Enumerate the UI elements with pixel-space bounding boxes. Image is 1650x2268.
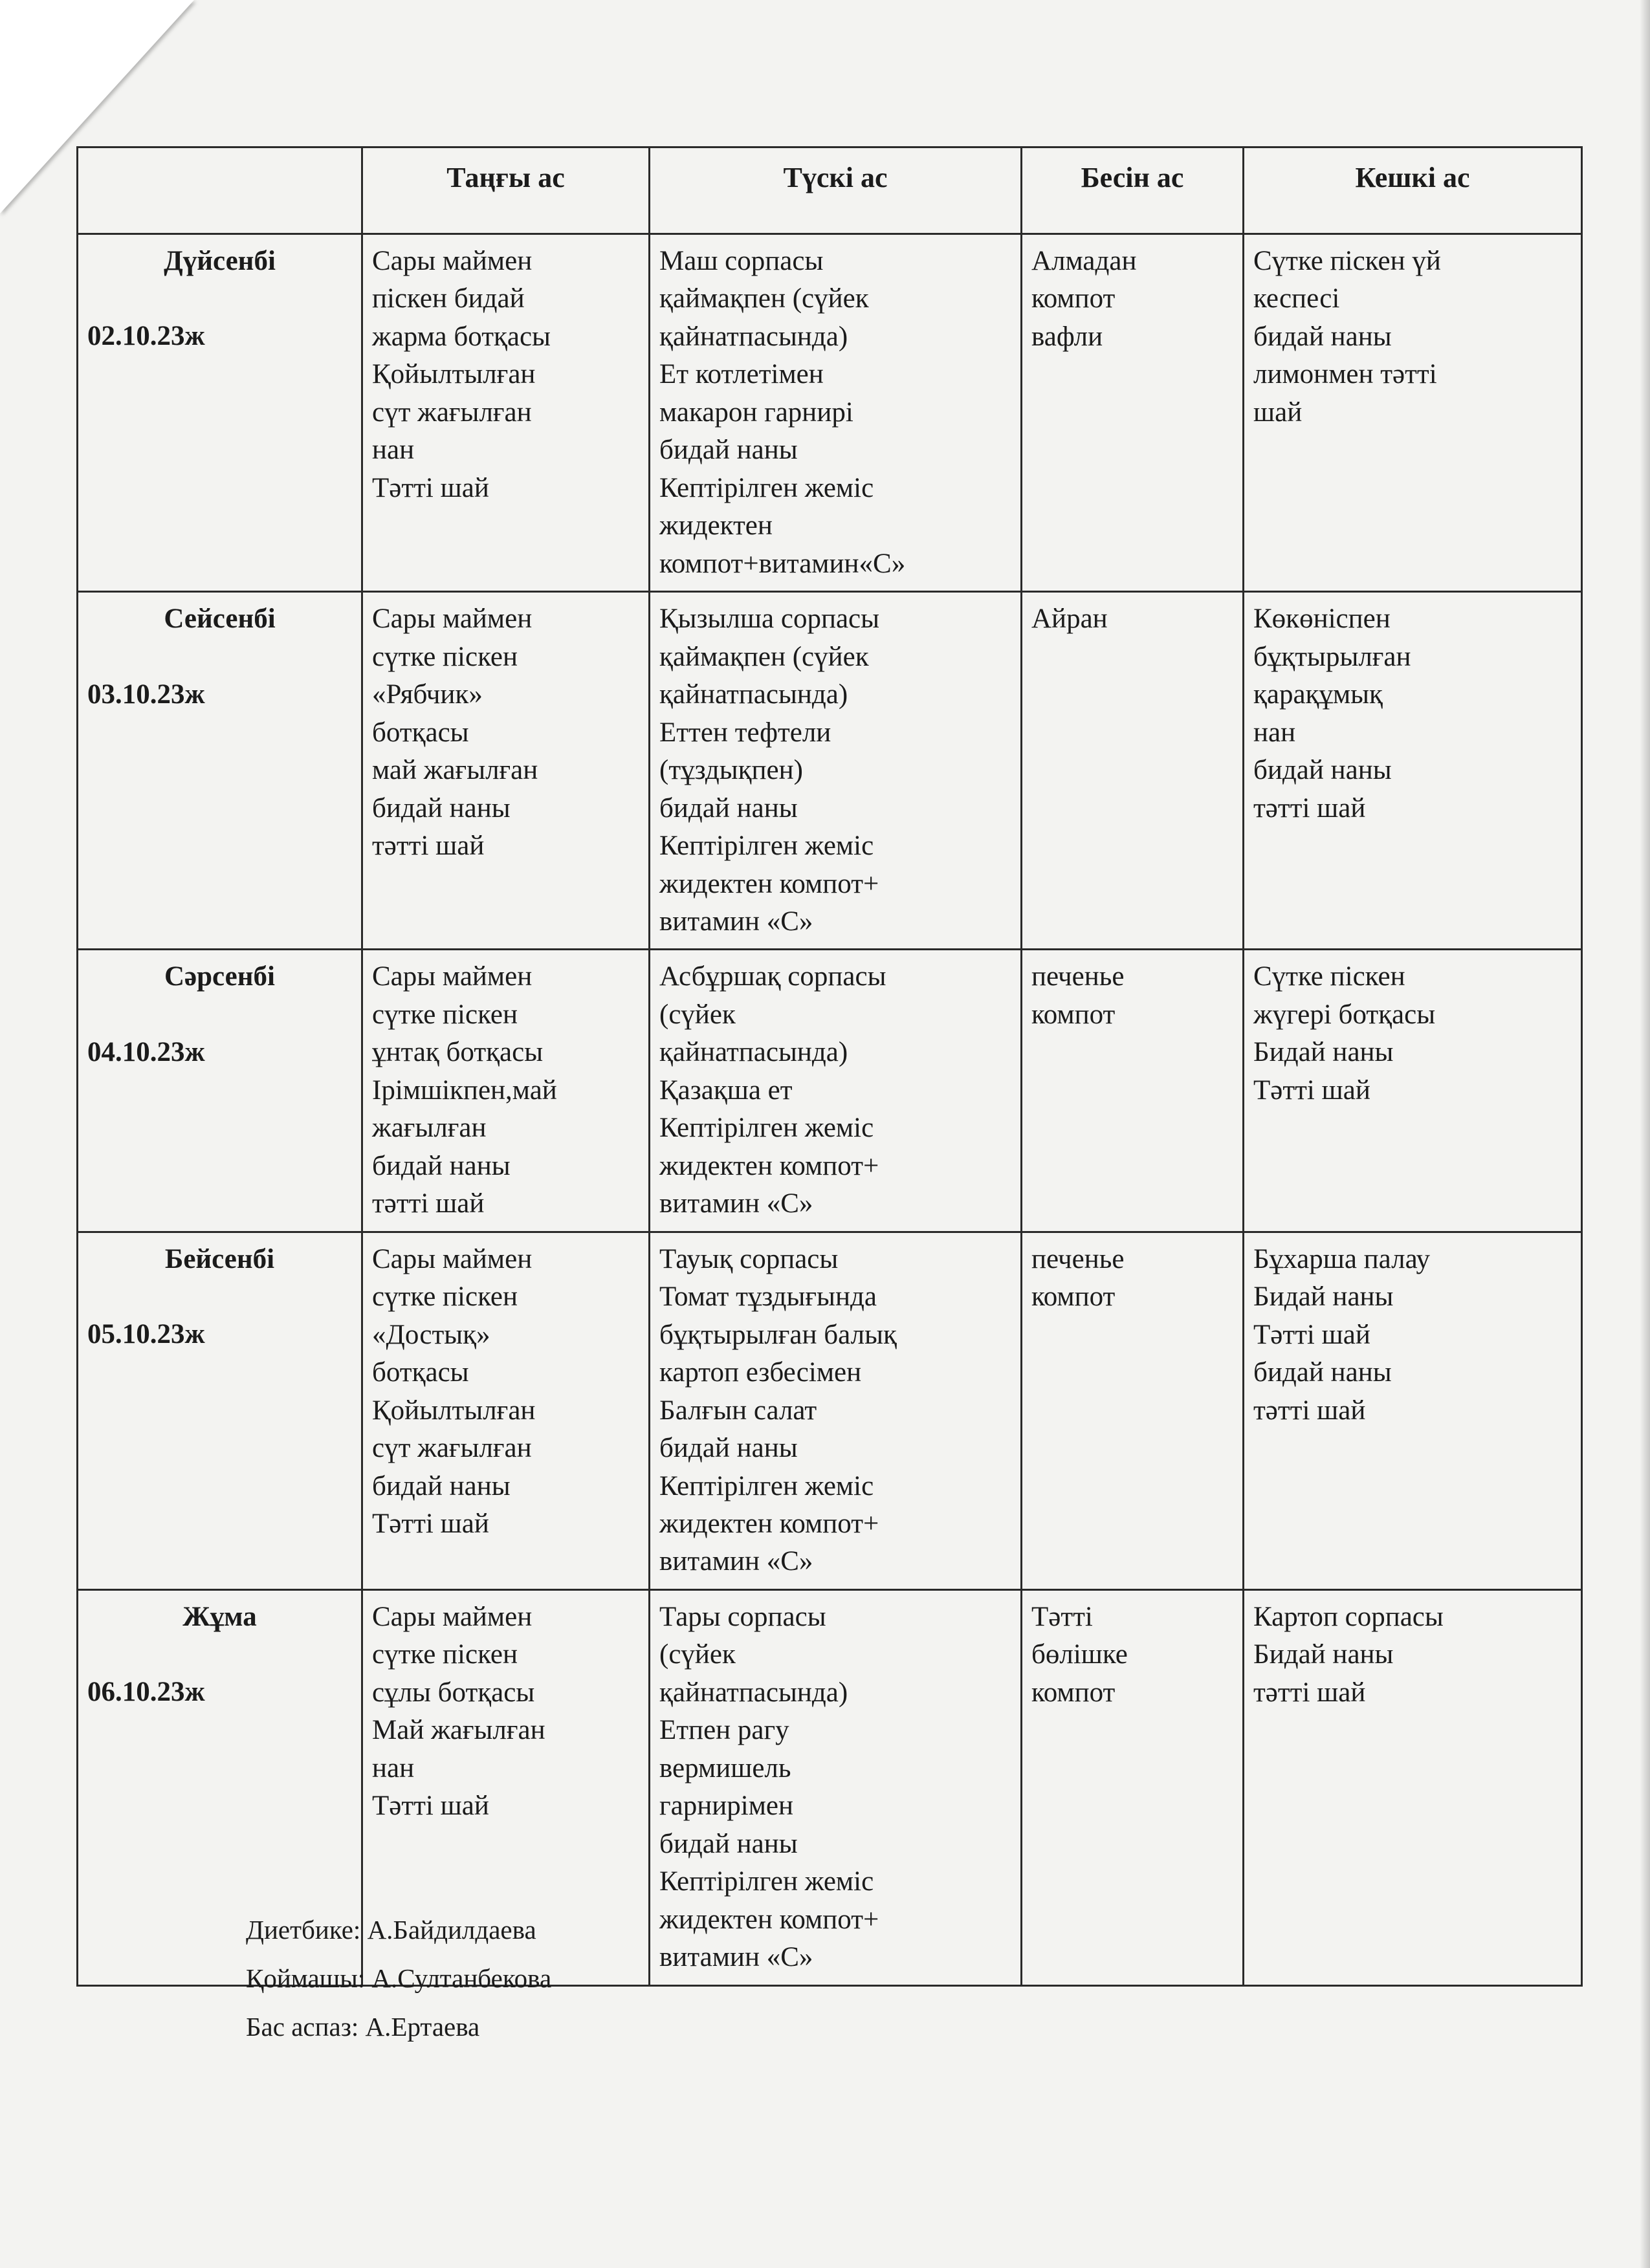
dinner-item: тәтті шай: [1253, 1677, 1366, 1708]
dinner-item: нан: [1253, 717, 1296, 748]
lunch-item: бидай наны: [659, 435, 798, 466]
dinner-item: қарақұмық: [1253, 679, 1383, 710]
breakfast-item: Сары маймен: [372, 246, 533, 276]
breakfast-item: Сары маймен: [372, 1601, 533, 1632]
breakfast-item: Сары маймен: [372, 604, 533, 635]
header-breakfast: Таңғы ас: [362, 147, 650, 234]
breakfast-item: сүтке піскен: [372, 641, 518, 672]
signature-head-cook: Бас аспаз: А.Ертаева: [246, 2012, 480, 2042]
lunch-item: Тауық сорпасы: [659, 1243, 839, 1274]
breakfast-item: жағылған: [372, 1113, 487, 1144]
lunch-item: витамин «С»: [659, 1188, 813, 1219]
snack-item: печенье: [1031, 1243, 1125, 1274]
lunch-cell: [650, 234, 1022, 592]
breakfast-item: ботқасы: [372, 717, 469, 748]
day-name: Сәрсенбі: [164, 961, 275, 992]
lunch-item: Кептірілген жеміс: [659, 831, 874, 862]
breakfast-item: май жағылған: [372, 755, 538, 786]
lunch-item: Еттен тефтели: [659, 717, 831, 748]
day-date: 04.10.23ж: [87, 1036, 205, 1067]
lunch-item: жидектен компот+: [659, 1904, 879, 1935]
lunch-item: Етпен рагу: [659, 1715, 789, 1746]
snack-item: печенье: [1031, 961, 1125, 992]
breakfast-item: сүтке піскен: [372, 1281, 518, 1313]
lunch-item: Кептірілген жеміс: [659, 1113, 874, 1144]
dinner-cell: [1244, 234, 1582, 592]
lunch-item: Томат тұздығында: [659, 1281, 877, 1313]
dinner-item: тәтті шай: [1253, 792, 1366, 823]
breakfast-item: нан: [372, 435, 415, 466]
dinner-item: Бұхарша палау: [1253, 1243, 1430, 1274]
dinner-item: Көкөніспен: [1253, 604, 1391, 635]
day-cell: [78, 234, 362, 592]
snack-cell: [1022, 592, 1244, 950]
dinner-item: жүгері ботқасы: [1253, 999, 1436, 1030]
dinner-item: Бидай наны: [1253, 1037, 1394, 1068]
snack-item: вафли: [1031, 321, 1103, 352]
dinner-item: бидай наны: [1253, 321, 1392, 352]
breakfast-item: «Рябчик»: [372, 679, 483, 710]
lunch-item: қайнатпасында): [659, 321, 848, 352]
lunch-item: картоп езбесімен: [659, 1357, 862, 1388]
day-name: Дүйсенбі: [164, 246, 276, 276]
lunch-cell: [650, 1232, 1022, 1589]
day-date: 02.10.23ж: [87, 321, 205, 352]
breakfast-item: тәтті шай: [372, 831, 485, 862]
day-cell: [78, 950, 362, 1232]
lunch-item: Ет котлетімен: [659, 359, 824, 390]
dinner-item: кеспесі: [1253, 283, 1340, 314]
lunch-cell: [650, 1589, 1022, 1985]
lunch-cell: [650, 592, 1022, 950]
breakfast-item: тәтті шай: [372, 1188, 485, 1219]
lunch-item: Қызылша сорпасы: [659, 604, 880, 635]
dinner-item: бидай наны: [1253, 1357, 1392, 1388]
breakfast-item: ботқасы: [372, 1357, 469, 1388]
lunch-item: бұқтырылған балық: [659, 1319, 897, 1350]
snack-item: компот: [1031, 1281, 1116, 1313]
day-date: 06.10.23ж: [87, 1677, 205, 1708]
lunch-item: Асбұршақ сорпасы: [659, 961, 886, 992]
breakfast-item: сүтке піскен: [372, 1639, 518, 1670]
lunch-item: Тары сорпасы: [659, 1601, 826, 1632]
lunch-item: (сүйек: [659, 999, 736, 1030]
snack-cell: [1022, 950, 1244, 1232]
page-edge-shadow: [1640, 0, 1650, 2268]
lunch-item: қаймақпен (сүйек: [659, 641, 869, 672]
lunch-item: қаймақпен (сүйек: [659, 283, 869, 314]
breakfast-cell: [362, 950, 650, 1232]
lunch-item: гарнирімен: [659, 1791, 794, 1822]
lunch-item: макарон гарнирі: [659, 397, 853, 428]
dinner-cell: [1244, 950, 1582, 1232]
breakfast-item: Қойылтылған: [372, 1395, 536, 1426]
dinner-cell: [1244, 1589, 1582, 1985]
breakfast-item: Тәтті шай: [372, 1509, 489, 1539]
lunch-item: вермишель: [659, 1752, 791, 1783]
breakfast-item: сұлы ботқасы: [372, 1677, 535, 1708]
dinner-cell: [1244, 1232, 1582, 1589]
header-row: [78, 147, 1582, 234]
lunch-item: бидай наны: [659, 1828, 798, 1859]
breakfast-item: ұнтақ ботқасы: [372, 1037, 544, 1068]
breakfast-item: Сары маймен: [372, 961, 533, 992]
dinner-item: Тәтті шай: [1253, 1074, 1370, 1106]
dinner-item: Сүтке піскен үй: [1253, 246, 1441, 276]
lunch-item: Кептірілген жеміс: [659, 472, 874, 503]
lunch-item: Балғын салат: [659, 1395, 817, 1426]
dinner-item: Тәтті шай: [1253, 1319, 1370, 1350]
breakfast-item: сүт жағылған: [372, 397, 532, 428]
lunch-item: жидектен компот+: [659, 1150, 879, 1181]
lunch-item: Кептірілген жеміс: [659, 1866, 874, 1897]
day-name: Бейсенбі: [164, 1243, 275, 1274]
snack-item: компот: [1031, 1677, 1116, 1708]
breakfast-cell: [362, 234, 650, 592]
dinner-item: тәтті шай: [1253, 1395, 1366, 1426]
breakfast-item: Тәтті шай: [372, 472, 489, 503]
breakfast-item: сүт жағылған: [372, 1433, 532, 1464]
lunch-item: бидай наны: [659, 1433, 798, 1464]
snack-cell: [1022, 234, 1244, 592]
lunch-item: витамин «С»: [659, 906, 813, 937]
lunch-item: қайнатпасында): [659, 1677, 848, 1708]
breakfast-item: Ірімшікпен,май: [372, 1074, 557, 1106]
dinner-item: бидай наны: [1253, 755, 1392, 786]
snack-cell: [1022, 1232, 1244, 1589]
breakfast-item: бидай наны: [372, 1150, 511, 1181]
signature-dietitian: Диетбике: А.Байдилдаева: [246, 1915, 536, 1945]
breakfast-item: нан: [372, 1752, 415, 1783]
breakfast-item: Май жағылған: [372, 1715, 545, 1746]
day-name: Жұма: [182, 1601, 257, 1632]
breakfast-item: піскен бидай: [372, 283, 525, 314]
dinner-item: лимонмен тәтті: [1253, 359, 1437, 390]
dinner-item: Картоп сорпасы: [1253, 1601, 1444, 1632]
lunch-item: жидектен компот+: [659, 1509, 879, 1539]
snack-item: компот: [1031, 999, 1116, 1030]
dinner-item: шай: [1253, 397, 1303, 428]
breakfast-item: Сары маймен: [372, 1243, 533, 1274]
table-row: [78, 1232, 1582, 1589]
breakfast-item: жарма ботқасы: [372, 321, 551, 352]
day-cell: [78, 1232, 362, 1589]
snack-cell: [1022, 1589, 1244, 1985]
breakfast-cell: [362, 1232, 650, 1589]
lunch-item: (сүйек: [659, 1639, 736, 1670]
lunch-item: бидай наны: [659, 792, 798, 823]
lunch-item: қайнатпасында): [659, 1037, 848, 1068]
lunch-item: Кептірілген жеміс: [659, 1470, 874, 1501]
header-day: [78, 147, 362, 234]
day-cell: [78, 592, 362, 950]
table-row: [78, 234, 1582, 592]
lunch-item: витамин «С»: [659, 1942, 813, 1973]
lunch-item: компот+витамин«С»: [659, 548, 906, 579]
snack-item: компот: [1031, 283, 1116, 314]
snack-item: Тәтті: [1031, 1601, 1093, 1632]
day-date: 05.10.23ж: [87, 1319, 205, 1350]
breakfast-item: Тәтті шай: [372, 1791, 489, 1822]
snack-item: Айран: [1031, 604, 1108, 635]
lunch-item: Маш сорпасы: [659, 246, 824, 276]
dinner-item: бұқтырылған: [1253, 641, 1411, 672]
lunch-item: витамин «С»: [659, 1546, 813, 1577]
lunch-item: жидектен компот+: [659, 868, 879, 899]
table-row: [78, 592, 1582, 950]
snack-item: бөлішке: [1031, 1639, 1128, 1670]
signature-storekeeper: Қоймашы: А.Султанбекова: [246, 1963, 552, 1993]
signatures: [246, 1906, 551, 2051]
dinner-item: Сүтке піскен: [1253, 961, 1405, 992]
dinner-item: Бидай наны: [1253, 1639, 1394, 1670]
breakfast-item: бидай наны: [372, 1470, 511, 1501]
lunch-item: жидектен: [659, 510, 773, 541]
day-name: Сейсенбі: [164, 604, 276, 635]
dinner-item: Бидай наны: [1253, 1281, 1394, 1313]
lunch-item: қайнатпасында): [659, 679, 848, 710]
header-dinner: Кешкі ас: [1244, 147, 1582, 234]
lunch-item: Қазақша ет: [659, 1074, 793, 1106]
table-row: [78, 950, 1582, 1232]
snack-item: Алмадан: [1031, 246, 1137, 276]
header-lunch: Түскі ас: [650, 147, 1022, 234]
breakfast-item: сүтке піскен: [372, 999, 518, 1030]
day-date: 03.10.23ж: [87, 679, 205, 710]
header-snack: Бесін ас: [1022, 147, 1244, 234]
dinner-cell: [1244, 592, 1582, 950]
breakfast-cell: [362, 592, 650, 950]
weekly-menu-table: [76, 146, 1583, 1987]
breakfast-item: бидай наны: [372, 792, 511, 823]
breakfast-item: Қойылтылған: [372, 359, 536, 390]
lunch-cell: [650, 950, 1022, 1232]
breakfast-item: «Достық»: [372, 1319, 490, 1350]
lunch-item: (тұздықпен): [659, 755, 803, 786]
